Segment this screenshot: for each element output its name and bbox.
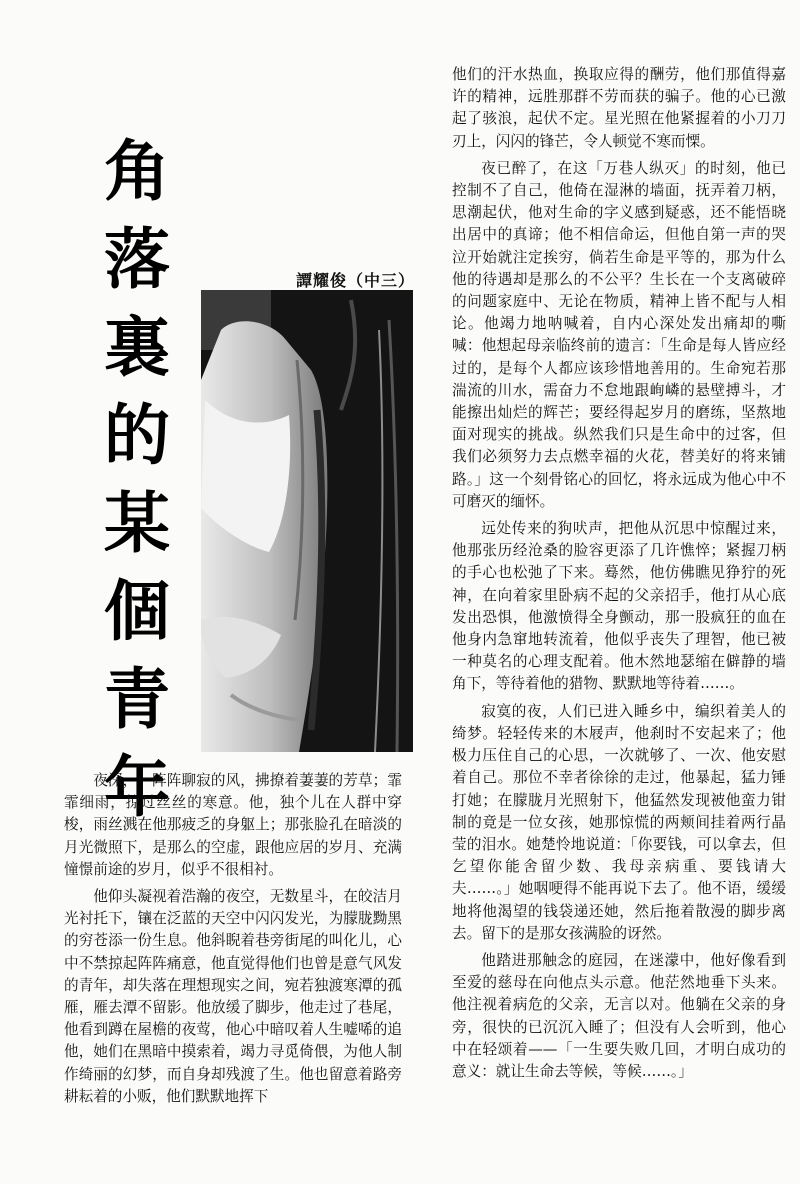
- title-char: 青: [104, 661, 170, 738]
- article-photo: [201, 290, 413, 752]
- article-title: [98, 128, 176, 832]
- paragraph: 寂寞的夜，人们已进入睡乡中，编织着美人的绮梦。轻轻传来的木屐声，他刹时不安起来了；他极力压住自己的心思，一次就够了、一次、他安慰着自己。那位不幸者徐徐的走过，他暴起，猛力锤打她；在朦胧月光照射下，他猛然发现被他蛮力钳制的竟是一位女孩，她那惊慌的两颊间挂着两行晶莹的泪水。她楚怜地说道：「你要钱，可以拿去，但乞望你能舍留少数、我母亲病重、要钱请大夫……。」她咽哽得不能再说下去了。他不语，缓缓地将他渴望的钱袋递还她，然后拖着散漫的脚步离去。留下的是那女孩满脸的讶然。: [452, 702, 786, 942]
- paragraph: 他们的汗水热血，换取应得的酬劳，他们那值得嘉许的精神，远胜那群不劳而获的骗子。他的心已激起了骇浪，起伏不定。星光照在他紧握着的小刀刀刃上，闪闪的锋芒，令人顿觉不寒而慄。: [452, 66, 786, 150]
- title-char: 年: [104, 749, 170, 826]
- title-char: 落: [104, 221, 170, 298]
- right-text-column: [452, 64, 786, 1088]
- left-text-column: [64, 770, 402, 1113]
- paragraph: 他踏进那触念的庭园，在迷濛中，他好像看到至爱的慈母在向他点头示意。他茫然地垂下头来。他注视着病危的父亲，无言以对。他躺在父亲的身旁，很快的已沉沉入睡了；但没有人会听到，他心中在轻颂着——「一生要失败几回，才明白成功的意义：就让生命去等候，等候……。」: [452, 951, 786, 1080]
- paragraph: 他仰头凝视着浩瀚的夜空，无数星斗，在皎洁月光衬托下，镶在泛蓝的天空中闪闪发光，为朦胧黝黑的穷苍添一份生息。他斜睨着巷旁街尾的叫化儿，心中不禁掠起阵阵痛意，他直觉得他们也曾是意气风发的青年，却失落在理想现实之间，宛若独渡寒潭的孤雁，雁去潭不留影。他放缓了脚步，他走过了巷尾，他看到蹲在屋檐的夜莺，他心中暗叹着人生嘘唏的追他，她们在黑暗中摸索着，竭力寻觅倚偎，为他人制作绮丽的幻梦，而自身却残渡了生。他也留意着路旁耕耘着的小贩，他们默默地挥下: [64, 888, 402, 1105]
- paragraph: 夜深，一阵阵聊寂的风，拂撩着萋萋的芳草；霏霏细雨，掠过丝丝的寒意。他，独个儿在人群中穿梭，雨丝溅在他那疲乏的身躯上；那张脸孔在暗淡的月光微照下，是那么的空虚，跟他应居的岁月、充满憧憬前途的岁月，似乎不很相衬。: [64, 772, 402, 878]
- title-char: 裏: [104, 309, 170, 386]
- author-byline: 譚耀俊（中三）: [296, 271, 416, 290]
- title-char: 角: [104, 133, 170, 210]
- title-char: 個: [104, 573, 170, 650]
- title-char: 某: [104, 485, 170, 562]
- paragraph: 夜已醉了，在这「万巷人纵灭」的时刻，他已控制不了自己，他倚在湿淋的墙面，抚弄着刀柄，思潮起伏，他对生命的字义感到疑惑，还不能悟晓出居中的真谛；他不相信命运，但他自第一声的哭泣开始就注定挨穷，倘若生命是平等的，那为什么他的待遇却是那么的不公平？生长在一个支离破碎的问题家庭中、无论在物质，精神上皆不配与人相论。他竭力地呐喊着，自内心深处发出痛却的嘶喊：他想起母亲临终前的遗言：「生命是每人皆应经过的，是每个人都应该珍惜地善用的。生命宛若那湍流的川水，需奋力不怠地跟峋嶙的悬壁搏斗，才能擦出灿烂的辉芒；要经得起岁月的磨练，坚熬地面对现实的挑战。纵然我们只是生命中的过客，但我们必须努力去点燃幸福的火花，替美好的将来铺路。」这一个刻骨铭心的回忆，将永远成为他心中不可磨灭的缅怀。: [452, 159, 786, 510]
- paragraph: 远处传来的狗吠声，把他从沉思中惊醒过来，他那张历经沧桑的脸容更添了几许憔悴；紧握刀柄的手心也松弛了下来。蓦然，他仿佛瞧见狰狞的死神，在向着家里卧病不起的父亲招手，他打从心底发出恐惧，他激愤得全身颤动，那一股疯狂的血在他身内急窜地转流着，他似乎丧失了理智，他已被一种莫名的心理支配着。他木然地瑟缩在僻静的墙角下，等待着他的猎物、默默地等待着……。: [452, 520, 786, 693]
- title-char: 的: [104, 397, 170, 474]
